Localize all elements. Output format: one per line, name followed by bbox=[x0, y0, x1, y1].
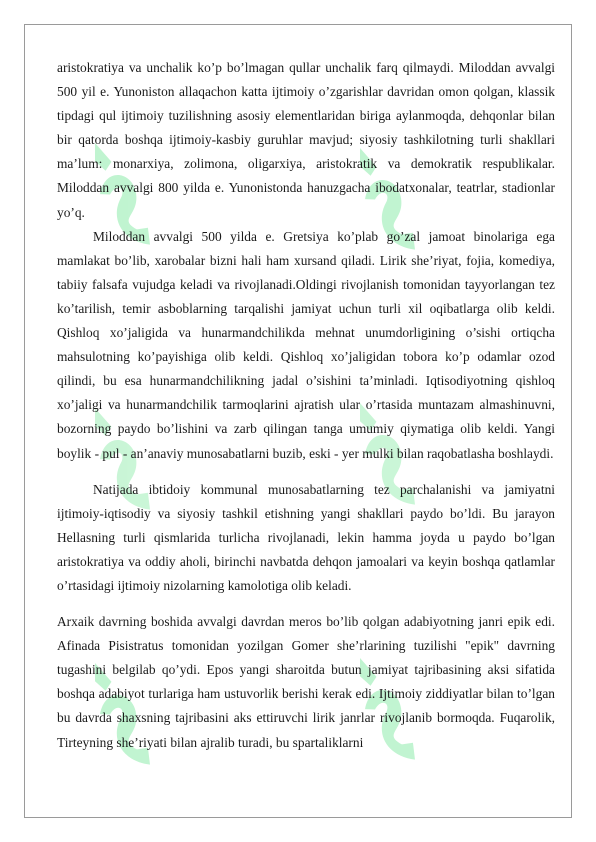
document-body bbox=[57, 56, 555, 755]
paragraph: Natijada ibtidoiy kommunal munosabatlarning tez parchalanishi va jamiyatni ijtimoiy-iqtisodiy va siyosiy tashkil etishning yangi shakllari paydo bo’ldi. Bu jarayon Hellasning turli qismlarida turlicha rivojlanadi, lekin hamma joyda u paydo bo’lgan aristokratiya va oddiy aholi, birinchi navbatda dehqon jamoalari va keyin boshqa qatlamlar o’rtasidagi ijtimoiy nizolarning kamolotiga olib keladi. bbox=[57, 481, 555, 593]
paragraph: Arxaik davrning boshida avvalgi davrdan meros bo’lib qolgan adabiyotning janri epik edi. Afinada Pisistratus tomonidan yozilgan Gomer she’rlarining tuzilishi "epik" davrning tugashini belgilab qo’ydi. Epos yangi sharoitda butun jamiyat tajribasining aksi sifatida boshqa adabiyot turlariga ham ustuvorlik berishi kerak edi. Ijtimoiy ziddiyatlar bilan to’lgan bu davrda shaxsning tajribasini aks ettiruvchi lirik janrlar rivojlanib bormoqda. Fuqarolik, Tirteyning she’riyati bilan ajralib turadi, bu spartaliklarni bbox=[57, 614, 555, 750]
paragraph: Miloddan avvalgi 500 yilda e. Gretsiya ko’plab go’zal jamoat binolariga ega mamlakat bo’lib, xarobalar bizni hali ham xursand qiladi. Lirik she’riyat, fojia, komediya, tabiiy falsafa vujudga keladi va rivojlanadi.Oldingi rivojlanish tomonidan tayyorlangan tez ko’tarilish, temir asboblarning tarqalishi jamiyat uchun turli xil oqibatlarga olib keldi. Qishloq xo’jaligida va hunarmandchilikda mehnat unumdorligining o’sishi ortiqcha mahsulotning ko’payishiga olib keldi. Qishloq xo’jaligidan tobora ko’p odamlar ozod qilindi, bu esa hunarmandchilikning jadal o’sishini ta’minladi. Iqtisodiyotning qishloq xo’jaligi va hunarmandchilik tarmoqlarini ajratish ular o’rtasida muntazam almashinuvni, bozorning paydo bo’lishini va zarb qilingan tanga umumiy qiymatiga olib keldi. Yangi boylik - pul - an’anaviy munosabatlarni buzib, eski - yer mulki bilan raqobatlasha boshlaydi. bbox=[57, 228, 555, 461]
paragraph: aristokratiya va unchalik ko’p bo’lmagan qullar unchalik farq qilmaydi. Miloddan avvalgi 500 yil e. Yunoniston allaqachon katta ijtimoiy o’zgarishlar davridan omon qolgan, klassik tipdagi qul ijtimoiy tuzilishning asosiy elementlaridan biriga aylanmoqda, dehqonlar bilan bir qatorda boshqa ijtimoiy-kasbiy guruhlar mavjud; siyosiy tashkilotning turli shakllari ma’lum: monarxiya, zolimona, oligarxiya, aristokratik va demokratik respublikalar. Miloddan avvalgi 800 yilda e. Yunonistonda hanuzgacha ibodatxonalar, teatrlar, stadionlar yo’q. bbox=[57, 60, 555, 220]
